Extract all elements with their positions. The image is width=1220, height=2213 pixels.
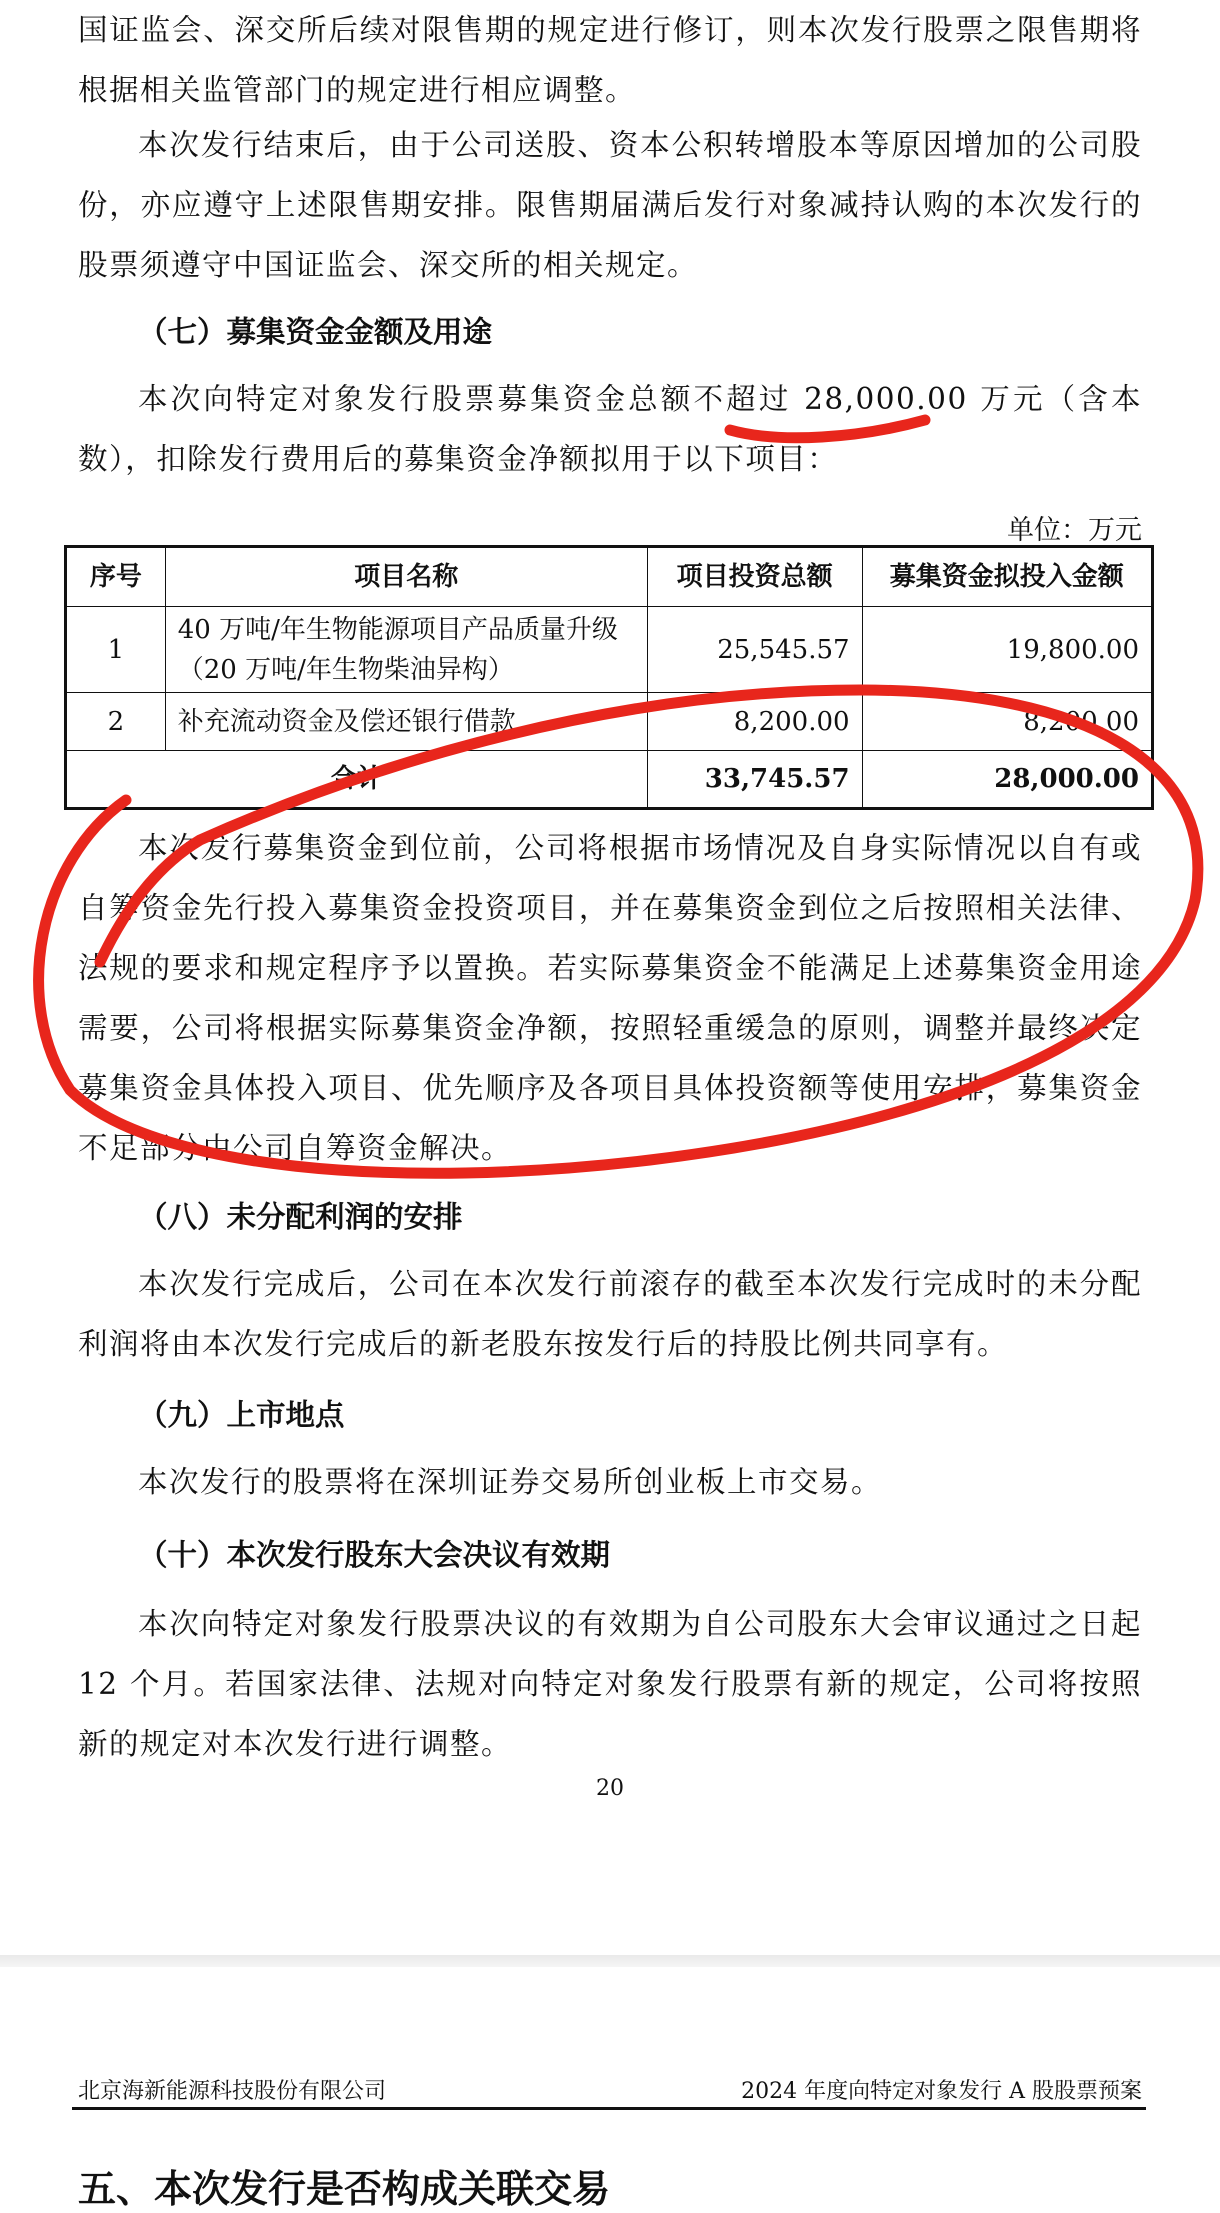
table-row [66,693,1153,751]
cell-project-name: 补充流动资金及偿还银行借款 [165,693,647,751]
header-company-name: 北京海新能源科技股份有限公司 [78,2079,387,2104]
header-no: 序号 [66,547,166,607]
table-header-row [66,547,1153,607]
cell-total: 8,200.00 [647,693,862,751]
table-sum-row [66,751,1153,809]
table-row [66,607,1153,693]
cell-no: 2 [66,693,166,751]
page-separator [0,1955,1220,1967]
cell-raise: 19,800.00 [862,607,1152,693]
page-number: 20 [596,1776,624,1801]
header-total-investment: 项目投资总额 [647,547,862,607]
header-document-title: 2024 年度向特定对象发行 A 股股票预案 [741,2079,1142,2104]
paragraph-listing-venue: 本次发行的股票将在深圳证券交易所创业板上市交易。 [138,1465,883,1499]
sum-raise: 28,000.00 [862,751,1152,809]
table-unit-label: 单位：万元 [1007,515,1142,546]
header-project-name: 项目名称 [165,547,647,607]
cell-project-name [165,607,647,693]
cell-raise: 8,200.00 [862,693,1152,751]
sum-label: 合计 [66,751,648,809]
heading-funds-use: （七）募集资金金额及用途 [138,314,493,349]
funds-table [64,545,1154,810]
cell-total: 25,545.57 [647,607,862,693]
header-raised-funds: 募集资金拟投入金额 [862,547,1152,607]
project-name-line1: 40 万吨/年生物能源项目产品质量升级 [177,614,618,645]
project-name-line2: （20 万吨/年生物柴油异构） [177,654,514,685]
paragraph-resolution-validity: 本次向特定对象发行股票决议的有效期为自公司股东大会审议通过之日起 12 个月。若国家法律、法规对向特定对象发行股票有新的规定，公司将按照新的规定对本次发行进行调整。 [78,1607,1142,1761]
heading-undistributed-profit: （八）未分配利润的安排 [138,1199,463,1234]
paragraph-lockup-extension: 本次发行结束后，由于公司送股、资本公积转增股本等原因增加的公司股份，亦应遵守上述限售期安排。限售期届满后发行对象减持认购的本次发行的股票须遵守中国证监会、深交所的相关规定。 [78,128,1142,282]
paragraph-funds-arrangement: 本次发行募集资金到位前，公司将根据市场情况及自身实际情况以自有或自筹资金先行投入募集资金投资项目，并在募集资金到位之后按照相关法律、法规的要求和规定程序予以置换。若实际募集资金不能满足上述募集资金用途需要，公司将根据实际募集资金净额，按照轻重缓急的原则，调整并最终决定募集资金具体投入项目、优先顺序及各项目具体投资额等使用安排，募集资金不足部分由公司自筹资金解决。 [78,831,1142,1165]
paragraph-funds-amount: 本次向特定对象发行股票募集资金总额不超过 28,000.00 万元（含本数），扣除发行费用后的募集资金净额拟用于以下项目： [78,382,1142,476]
cell-no: 1 [66,607,166,693]
paragraph-undistributed-profit: 本次发行完成后，公司在本次发行前滚存的截至本次发行完成时的未分配利润将由本次发行完成后的新老股东按发行后的持股比例共同享有。 [78,1267,1142,1361]
paragraph-lockup-adjustment: 国证监会、深交所后续对限售期的规定进行修订，则本次发行股票之限售期将根据相关监管部门的规定进行相应调整。 [78,13,1142,107]
heading-resolution-validity: （十）本次发行股东大会决议有效期 [138,1537,611,1572]
heading-listing-venue: （九）上市地点 [138,1397,345,1432]
section-heading-related-transaction: 五、本次发行是否构成关联交易 [78,2167,611,2211]
header-rule [72,2107,1146,2110]
sum-total: 33,745.57 [647,751,862,809]
